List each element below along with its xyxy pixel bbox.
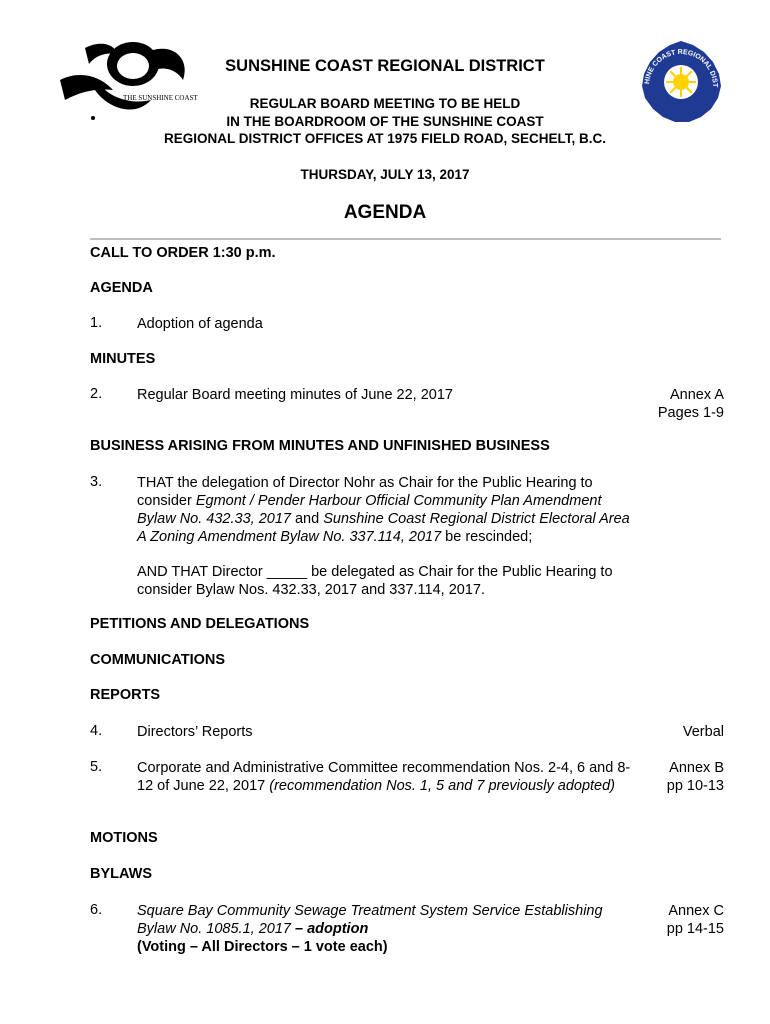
section-motions: MOTIONS [90,830,158,846]
svg-text:SUNSHINE COAST REGIONAL DISTRI: HINE COAST REGIONAL DIST [643,48,719,88]
item-number: 1. [90,315,103,331]
item-number: 2. [90,386,103,402]
section-communications: COMMUNICATIONS [90,652,226,668]
item-text [137,474,642,546]
bylaw-title: Egmont / Pender Harbour Official Community Plan Amendment Bylaw No. 432.33, 2017 [137,493,602,527]
section-minutes: MINUTES [90,351,156,367]
item-text-part: and [290,511,324,527]
item-text [137,902,642,956]
agenda-title: AGENDA [343,202,427,223]
annex-reference [667,902,724,938]
annex-reference [658,386,724,422]
item-text-part: THAT the delegation of Director Nohr as Chair for the Public Hearing to consider [137,475,593,509]
section-bylaws: BYLAWS [90,866,153,882]
item-text-part: be rescinded; [441,529,533,545]
annex-pages: pp 10-13 [666,778,724,794]
item-text: Directors’ Reports [137,724,253,740]
item-text-part: Corporate and Administrative Committee recommendation Nos. 2-4, 6 and 8-12 of June 22, 2017 [137,760,631,794]
organization-name: SUNSHINE COAST REGIONAL DISTRICT [225,57,545,75]
item-number: 4. [90,723,103,739]
meeting-date: THURSDAY, JULY 13, 2017 [300,167,470,182]
bylaw-title: Sunshine Coast Regional District Electoral Area A Zoning Amendment Bylaw No. 337.114, 2017 [137,511,630,545]
item-text: Adoption of agenda [137,316,263,332]
item-text-resolution: AND THAT Director _____ be delegated as Chair for the Public Hearing to consider Bylaw Nos. 432.33, 2017 and 337.114, 2017. [137,564,613,598]
annex-label: Annex A [669,387,724,403]
annex-pages: Pages 1-9 [657,405,724,421]
sunshine-coast-logo [55,40,200,125]
item-number: 3. [90,474,103,490]
meeting-line-3: REGIONAL DISTRICT OFFICES AT 1975 FIELD ROAD, SECHELT, B.C. [163,131,607,146]
item-note: (recommendation Nos. 1, 5 and 7 previously adopted) [269,778,616,794]
section-reports: REPORTS [90,687,161,703]
call-to-order: CALL TO ORDER 1:30 p.m. [90,245,276,261]
item-number: 5. [90,759,103,775]
item-number: 6. [90,902,103,918]
annex-label: Verbal [682,724,724,740]
regional-district-seal [639,40,723,124]
annex-label: Annex C [668,903,724,919]
section-petitions: PETITIONS AND DELEGATIONS [90,616,310,632]
annex-pages: pp 14-15 [666,921,724,937]
item-text: Regular Board meeting minutes of June 22, 2017 [137,387,453,403]
meeting-line-1: REGULAR BOARD MEETING TO BE HELD [249,96,521,111]
section-agenda: AGENDA [90,280,153,296]
bylaw-action: – adoption [290,921,369,937]
bylaw-title: Square Bay Community Sewage Treatment System Service Establishing Bylaw No. 1085.1, 2017 [137,903,603,937]
annex-label: Annex B [669,760,724,776]
svg-text:THE SUNSHINE COAST: THE SUNSHINE COAST [123,94,198,102]
voting-rule: (Voting – All Directors – 1 vote each) [137,939,388,955]
title-divider [90,238,721,240]
section-business-arising: BUSINESS ARISING FROM MINUTES AND UNFINISHED BUSINESS [90,438,550,454]
annex-reference [667,759,724,795]
meeting-line-2: IN THE BOARDROOM OF THE SUNSHINE COAST [226,114,544,129]
item-text [137,759,642,795]
